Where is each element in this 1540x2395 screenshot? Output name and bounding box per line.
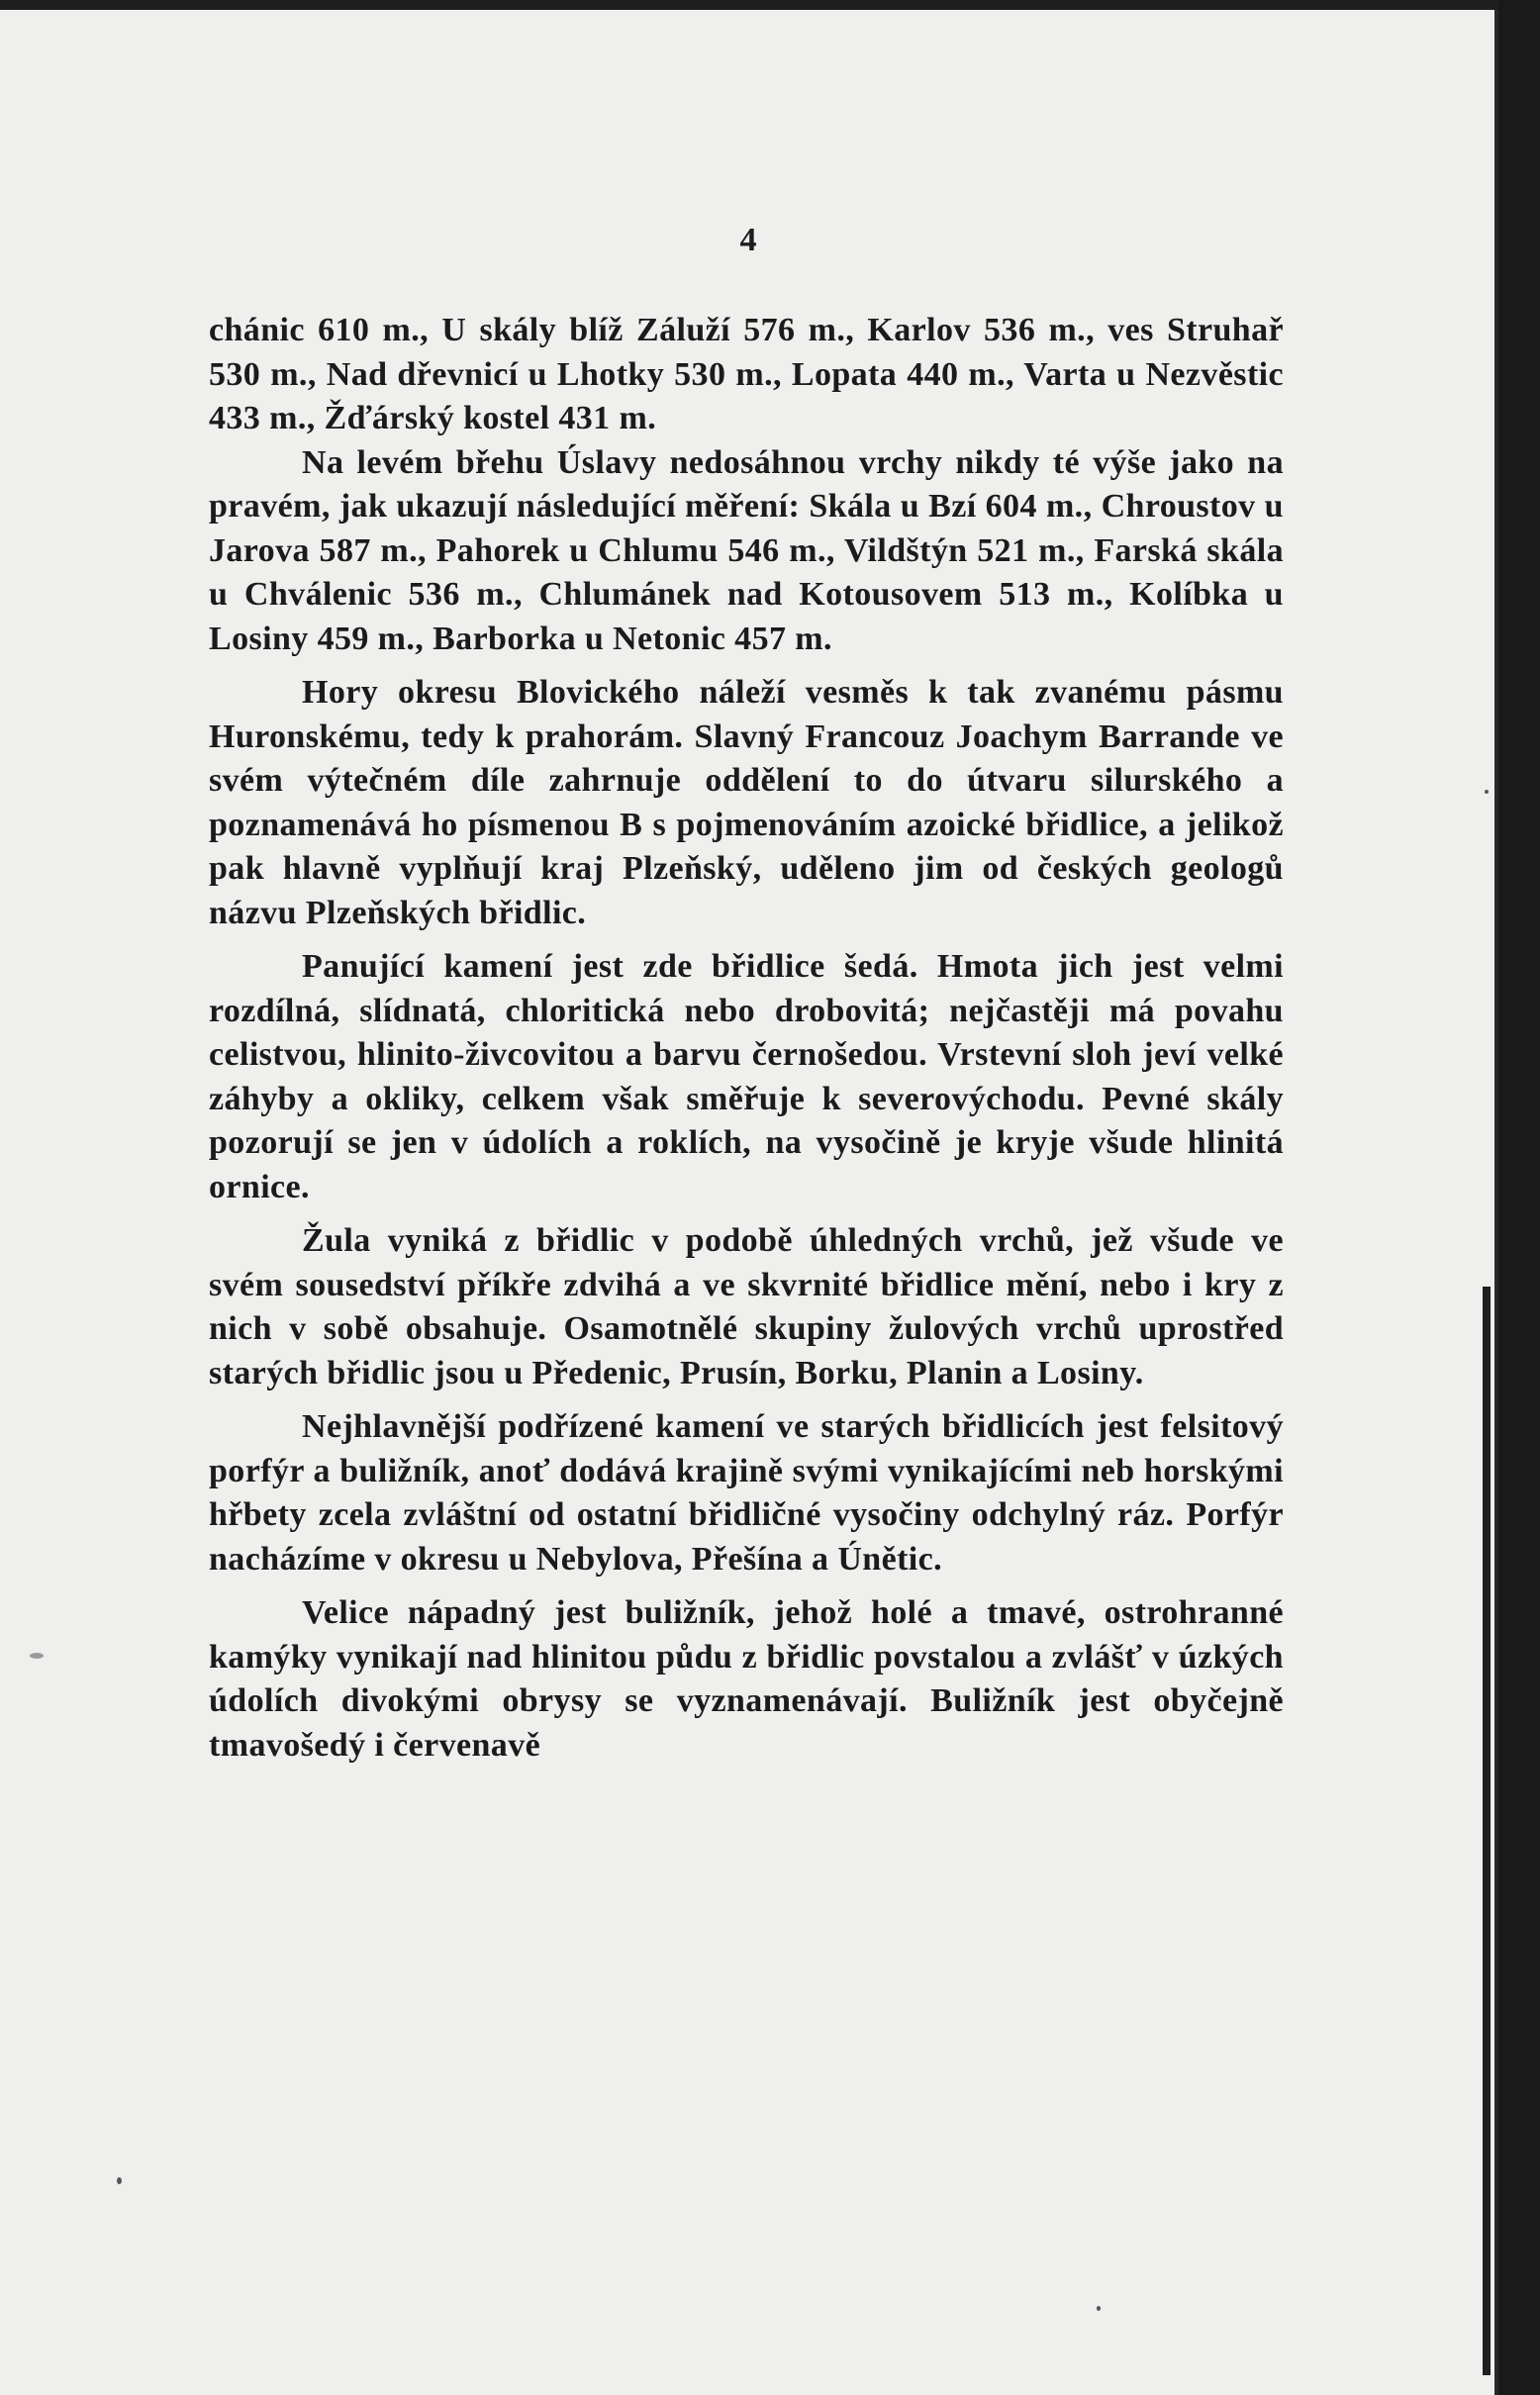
paragraph-granite: Žula vyniká z břidlic v podobě úhledných vrchů, jež všude ve svém sousedství příkře zdvihá a ve skvrnité břidlice mění, nebo i kry z nich v sobě obsahuje. Osamotnělé skupiny žulových vrchů uprostřed starých břidlic jsou u Předenic, Prusín, Borku, Planin a Losiny. [209, 1222, 1284, 1391]
paragraph-uslava-heights: Na levém břehu Úslavy nedosáhnou vrchy nikdy té výše jako na pravém, jak ukazují následující měření: Skála u Bzí 604 m., Chroustov u Jarova 587 m., Pahorek u Chlumu 546 m., Vildštýn 521 m., Farská skála u Chválenic 536 m., Chlumánek nad Kotousovem 513 m., Kolíbka u Losiny 459 m., Barborka u Netonic 457 m. [209, 443, 1284, 657]
scan-speck [1485, 790, 1489, 794]
page-number: 4 [739, 222, 757, 258]
scan-speck [1097, 2306, 1101, 2311]
scan-speck [30, 1653, 44, 1659]
paragraph-gap [209, 661, 1284, 671]
paragraph-gap [209, 1395, 1284, 1405]
paragraph-continued: chánic 610 m., U skály blíž Záluží 576 m., Karlov 536 m., ves Struhař 530 m., Nad dřevnicí u Lhotky 530 m., Lopata 440 m., Varta u Nezvěstic 433 m., Žďárský kostel 431 m. [209, 312, 1284, 436]
paragraph-huron-belt: Hory okresu Blovického náleží vesměs k tak zvanému pásmu Huronskému, tedy k prahorám. Slavný Francouz Joachym Barrande ve svém výtečném díle zahrnuje oddělení to do útvaru silurského a poznamenává ho písmenou B s pojmenováním azoické břidlice, a jelikož pak hlavně vyplňují kraj Plzeňský, uděleno jim od českých geologů názvu Plzeňských břidlic. [209, 674, 1284, 931]
paragraph-lydite: Velice nápadný jest buližník, jehož holé a tmavé, ostrohranné kamýky vynikají nad hlinitou půdu z břidlic povstalou a zvlášť v úzkých údolích divokými obrysy se vyznamenávají. Buližník jest obyčejně tmavošedý i červenavě [209, 1594, 1284, 1764]
paragraph-gap [209, 1581, 1284, 1591]
paragraph-grey-slate: Panující kamení jest zde břidlice šedá. Hmota jich jest velmi rozdílná, slídnatá, chloritická nebo drobovitá; nejčastěji má povahu celistvou, hlinito-živcovitou a barvu černošedou. Vrstevní sloh jeví velké záhyby a okliky, celkem však směřuje k severovýchodu. Pevné skály pozorují se jen v údolích a roklích, na vysočině je kryje všude hlinitá ornice. [209, 948, 1284, 1205]
scan-right-edge [1483, 1287, 1491, 2375]
scan-top-edge [0, 0, 1498, 10]
body-text [209, 309, 1284, 1768]
paragraph-gap [209, 935, 1284, 945]
paragraph-porphyry: Nejhlavnější podřízené kamení ve starých břidlicích jest felsitový porfýr a buližník, anoť dodává krajině svými vynikajícími neb horskými hřbety zcela zvláštní od ostatní břidličné vysočiny odchylný ráz. Porfýr nacházíme v okresu u Nebylova, Přešína a Únětic. [209, 1408, 1284, 1578]
paragraph-gap [209, 1209, 1284, 1219]
scan-speck [117, 2177, 122, 2184]
